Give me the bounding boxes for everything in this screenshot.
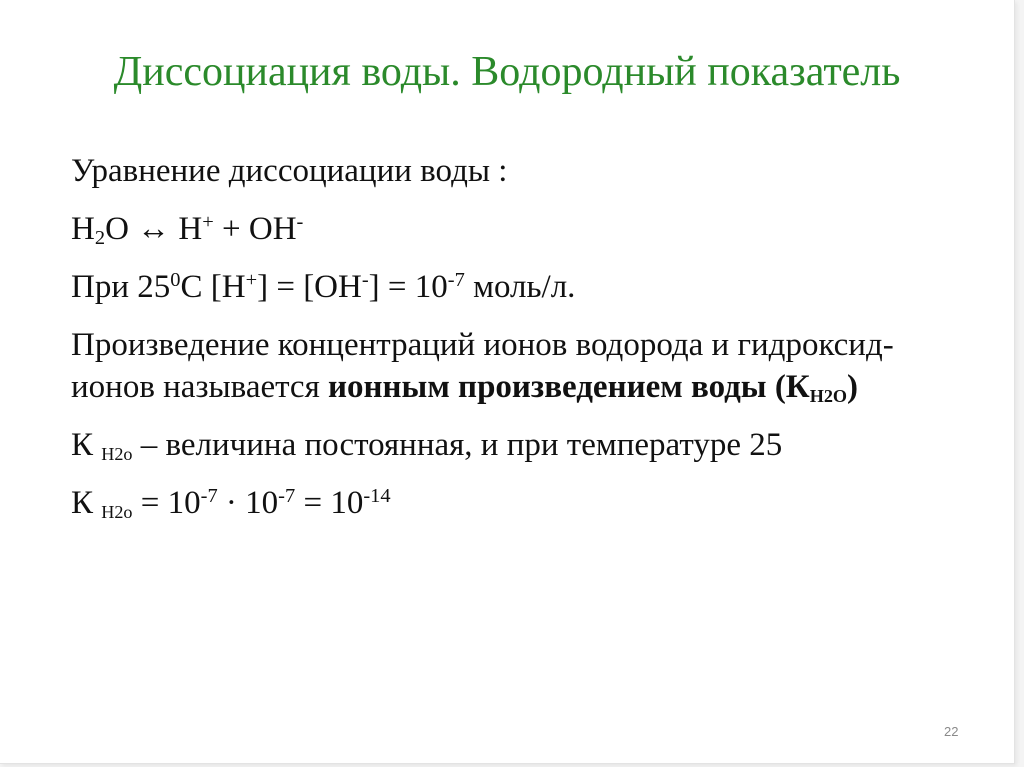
superscript: - — [361, 268, 369, 291]
superscript: 0 — [170, 268, 181, 291]
subscript: 2 — [94, 227, 106, 250]
text: ] = 10 — [368, 269, 448, 305]
page-number: 22 — [944, 724, 959, 739]
line-dissociation-equation-label — [71, 150, 971, 192]
superscript: -7 — [447, 268, 465, 291]
bold-term — [328, 369, 858, 405]
text: При 25 — [71, 269, 171, 305]
text: ) — [847, 369, 859, 405]
subscript: H2o — [101, 501, 133, 522]
text: = 10 — [295, 485, 364, 521]
superscript: -14 — [363, 484, 391, 507]
superscript: + — [202, 210, 214, 233]
slide-title: Диссоциация воды. Водородный показатель — [113, 49, 901, 95]
superscript: -7 — [278, 484, 296, 507]
line-water-dissociation-formula — [71, 208, 971, 250]
superscript: -7 — [200, 484, 218, 507]
text: Произведение концентраций ионов водорода и гидроксид-ионов называется — [71, 327, 894, 405]
text: = 10 — [132, 485, 201, 521]
slide-content — [71, 150, 971, 540]
text: C [H — [180, 269, 246, 305]
text: + OH — [213, 211, 297, 247]
text: O ↔ H — [105, 211, 203, 247]
text: моль/л. — [464, 269, 576, 305]
line-ionic-product-value — [71, 482, 971, 524]
line-ion-concentration — [71, 266, 971, 308]
superscript: - — [296, 210, 304, 233]
line-ionic-product-definition — [71, 324, 971, 408]
subscript: H2O — [809, 385, 848, 406]
superscript: + — [245, 268, 258, 291]
text: К — [71, 485, 102, 521]
text: H — [71, 211, 95, 247]
text: – величина постоянная, и при температуре 25 — [132, 427, 783, 463]
text: К — [71, 427, 102, 463]
text: ионным произведением воды (К — [328, 369, 810, 405]
line-constant-statement — [71, 424, 971, 466]
subscript: H2o — [101, 443, 133, 464]
text: · 10 — [217, 485, 279, 521]
text: ] = [OH — [257, 269, 362, 305]
text: Уравнение диссоциации воды : — [71, 153, 508, 189]
